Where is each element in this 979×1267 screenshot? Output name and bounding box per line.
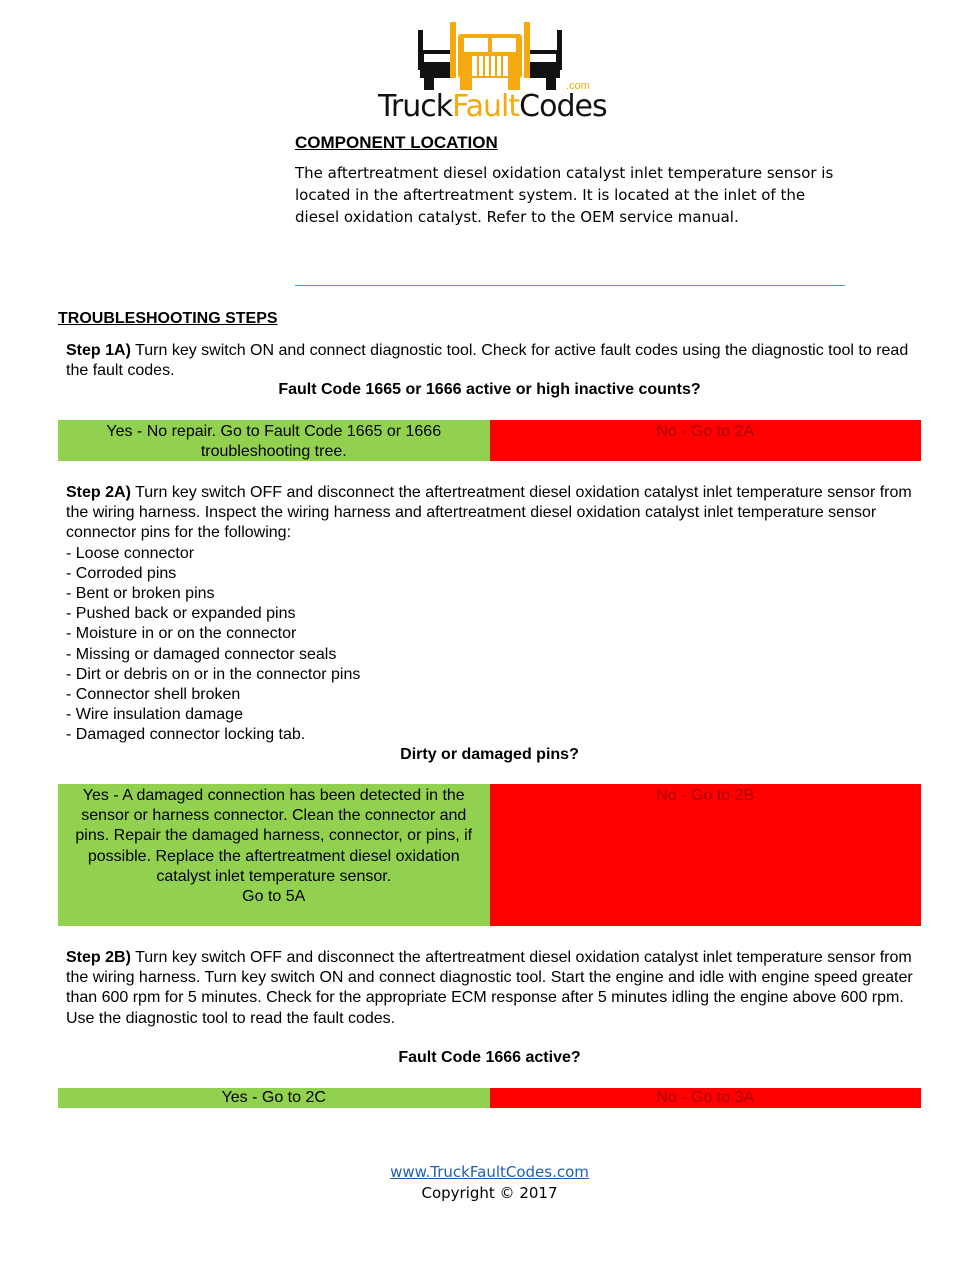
truckfaultcodes-logo — [378, 20, 607, 128]
step-2a-yes-option — [58, 784, 490, 926]
logo-dotcom: .com — [566, 80, 590, 92]
step-1a-label: Step 1A) — [66, 342, 131, 359]
step-1a-options — [58, 420, 921, 461]
step-2b-yes-option: Yes - Go to 2C — [58, 1088, 490, 1108]
step-2a-question: Dirty or damaged pins? — [400, 746, 579, 763]
section-divider — [295, 285, 845, 286]
logo-wordmark — [378, 89, 607, 124]
logo-word-truck: Truck — [378, 89, 453, 124]
checklist-item: - Bent or broken pins — [66, 585, 215, 603]
checklist-item: - Connector shell broken — [66, 686, 241, 704]
copyright: Copyright © 2017 — [421, 1184, 558, 1202]
checklist-item: - Dirt or debris on or in the connector pins — [66, 665, 361, 683]
step-2a-options — [58, 784, 921, 926]
component-location-heading: COMPONENT LOCATION — [295, 133, 498, 152]
step-2b-label: Step 2B) — [66, 949, 131, 966]
troubleshooting-heading: TROUBLESHOOTING STEPS — [58, 310, 278, 327]
step-1a-no-option: No - Go to 2A — [490, 420, 922, 461]
step-2a-label: Step 2A) — [66, 484, 131, 501]
component-location-section — [295, 132, 845, 228]
checklist-item: - Wire insulation damage — [66, 706, 243, 724]
step-2b-options — [58, 1088, 921, 1108]
component-location-text: The aftertreatment diesel oxidation catalyst inlet temperature sensor is located in the aftertreatment system. It is located at the inlet of the diesel oxidation catalyst. Refer to the OEM service manual. — [295, 164, 834, 226]
step-2b-question: Fault Code 1666 active? — [398, 1049, 581, 1066]
step-2a-yes-goto: Go to 5A — [242, 888, 306, 906]
step-2a-no-option: No - Go to 2B — [490, 784, 922, 926]
step-2b-text: Turn key switch OFF and disconnect the aftertreatment diesel oxidation catalyst inlet temperature sensor from the wiring harness. Turn key switch ON and connect diagnostic tool. Start the engine and idle with engine speed greater than 600 rpm for 5 minutes. Check for the appropriate ECM response after 5 minutes idling the engine above 600 rpm. Use the diagnostic tool to read the fault codes. — [66, 949, 913, 1027]
checklist-item: - Damaged connector locking tab. — [66, 726, 306, 744]
step-2b-no-option: No - Go to 3A — [490, 1088, 922, 1108]
inspection-checklist — [66, 544, 916, 746]
step-1a-question: Fault Code 1665 or 1666 active or high inactive counts? — [278, 381, 701, 398]
step-2b — [66, 948, 916, 1029]
checklist-item: - Moisture in or on the connector — [66, 625, 297, 643]
logo-word-codes: Codes — [519, 89, 607, 124]
logo-word-fault: Fault — [452, 89, 520, 124]
website-link[interactable]: www.TruckFaultCodes.com — [390, 1163, 589, 1181]
step-2a-text: Turn key switch OFF and disconnect the aftertreatment diesel oxidation catalyst inlet temperature sensor from the wiring harness. Inspect the wiring harness and aftertreatment diesel oxidation catalyst inlet temperature sensor connector pins for the following: — [66, 484, 912, 542]
checklist-item: - Loose connector — [66, 544, 195, 562]
footer — [0, 1162, 979, 1204]
checklist-item: - Pushed back or expanded pins — [66, 605, 296, 623]
checklist-item: - Corroded pins — [66, 564, 177, 582]
step-1a-yes-option: Yes - No repair. Go to Fault Code 1665 or 1666 troubleshooting tree. — [58, 420, 490, 461]
truck-front-icon — [416, 20, 564, 92]
step-1a-text: Turn key switch ON and connect diagnostic tool. Check for active fault codes using the diagnostic tool to read the fault codes. — [66, 342, 909, 380]
step-1a — [66, 341, 916, 381]
step-2a — [66, 483, 916, 746]
checklist-item: - Missing or damaged connector seals — [66, 645, 337, 663]
step-2a-yes-text: Yes - A damaged connection has been detected in the sensor or harness connector. Clean the connector and pins. Repair the damaged harness, connector, or pins, if possible. Replace the aftertreatment diesel oxidation catalyst inlet temperature sensor. — [75, 787, 473, 885]
